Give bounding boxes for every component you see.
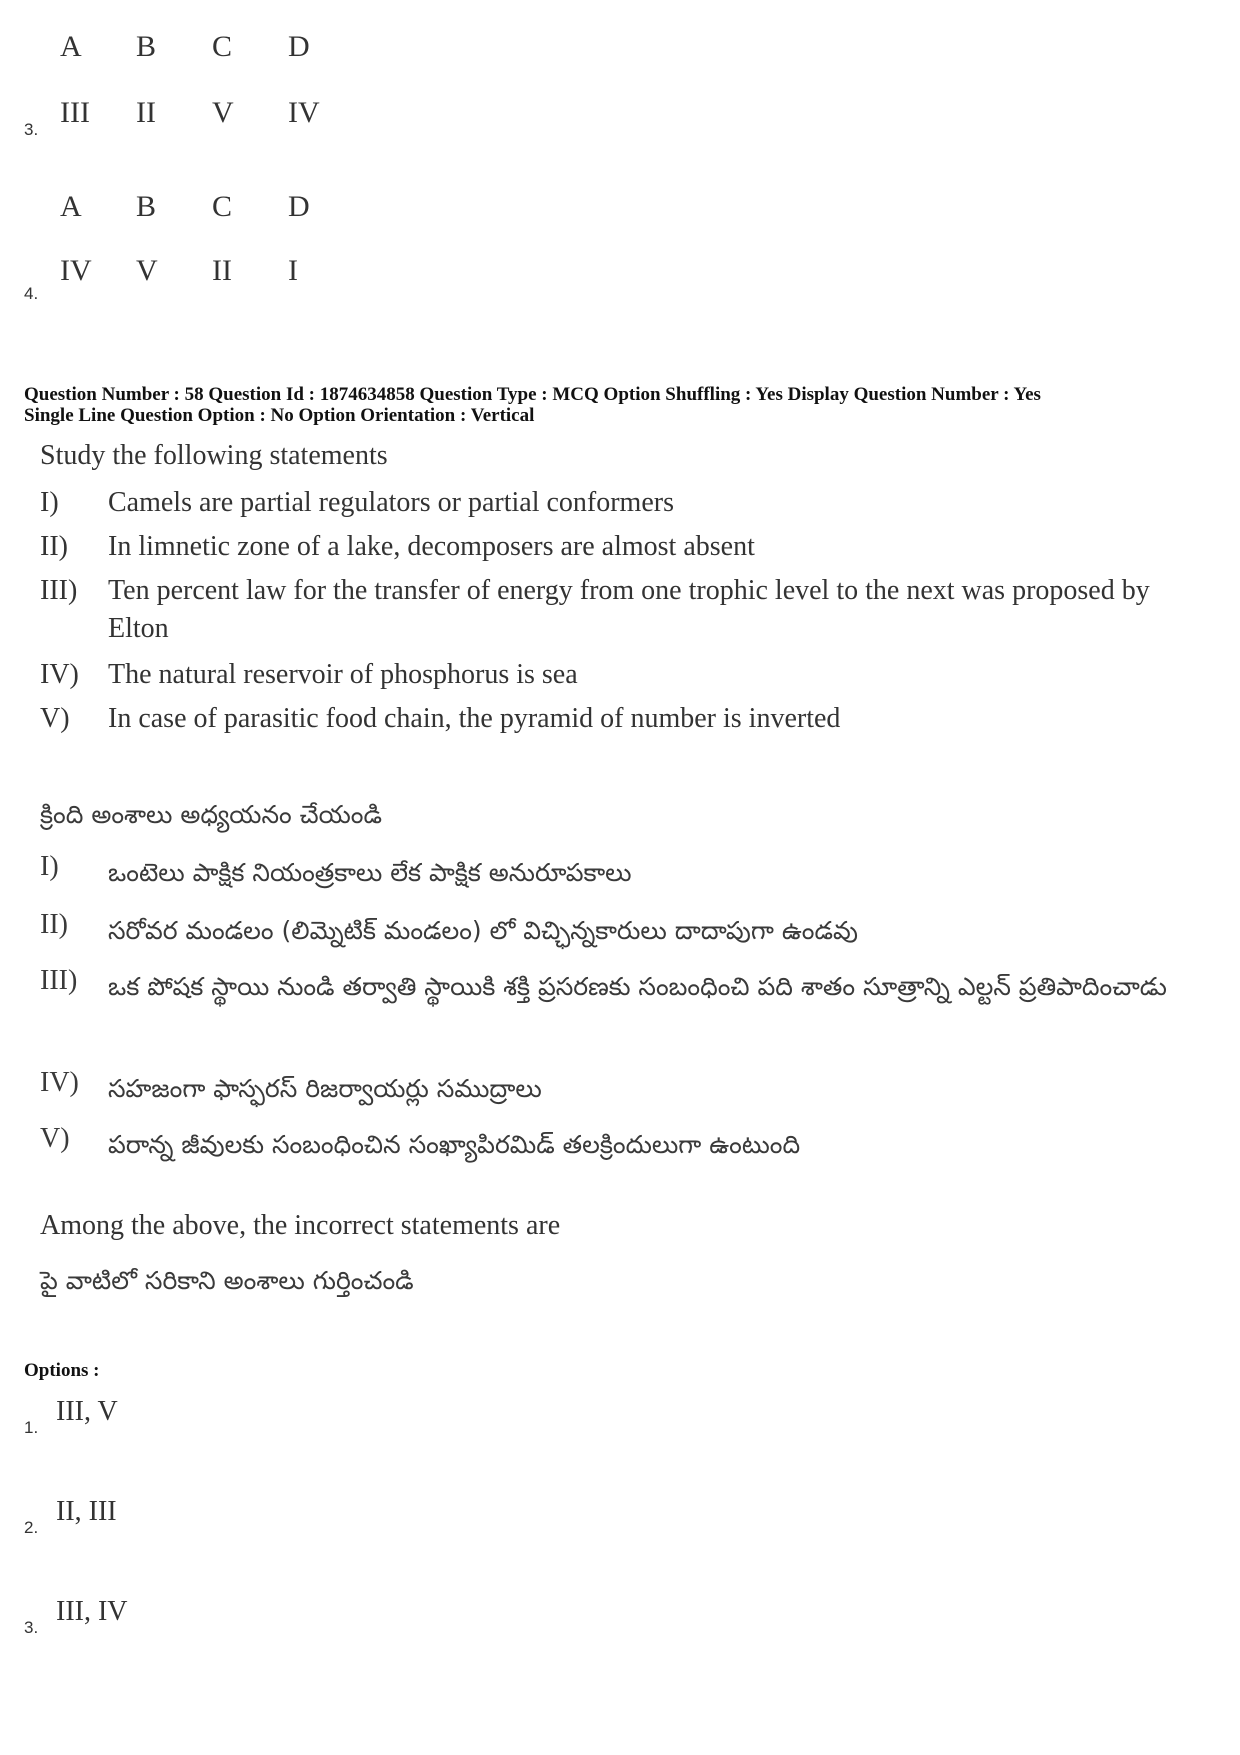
- statement-text: The natural reservoir of phosphorus is sea: [108, 659, 578, 690]
- statement-number: I): [40, 851, 59, 882]
- value-cell: IV: [288, 96, 320, 129]
- header-cell: D: [288, 190, 310, 223]
- statement-text: Ten percent law for the transfer of energy from one trophic level to the next was proposed by Elton: [108, 575, 1150, 644]
- question-meta-line-1: Question Number : 58 Question Id : 1874634858 Question Type : MCQ Option Shuffling : Yes Display Question Number : Yes: [24, 384, 1041, 405]
- statement-text: ఒంటెలు పాక్షిక నియంత్రకాలు లేక పాక్షిక అనురూపకాలు: [108, 858, 632, 887]
- option-2-text[interactable]: II, III: [56, 1496, 117, 1527]
- header-cell: C: [212, 190, 233, 223]
- statement-number: IV): [40, 1067, 79, 1098]
- header-cell: A: [60, 30, 82, 63]
- option-3-text[interactable]: III, IV: [56, 1596, 128, 1627]
- statement-number: I): [40, 487, 59, 518]
- header-cell: B: [136, 30, 157, 63]
- option-4-number: 4.: [24, 284, 39, 303]
- statement-number: V): [40, 1123, 70, 1154]
- closing-telugu: పై వాటిలో సరికాని అంశాలు గుర్తించండి: [40, 1266, 414, 1295]
- question-stem-telugu: క్రింది అంశాలు అధ్యయనం చేయండి: [40, 800, 382, 829]
- value-cell: III: [60, 96, 90, 129]
- option-2-number: 2.: [24, 1518, 39, 1537]
- statement-number: IV): [40, 659, 79, 690]
- value-cell: I: [288, 254, 298, 287]
- statement-text: Camels are partial regulators or partial conformers: [108, 487, 674, 518]
- statement-number: II): [40, 531, 68, 562]
- option-4-headers: [60, 190, 364, 224]
- option-4-values[interactable]: [60, 254, 364, 288]
- question-stem-english: Study the following statements: [40, 440, 388, 471]
- value-cell: II: [136, 96, 156, 129]
- statement-text: In limnetic zone of a lake, decomposers are almost absent: [108, 531, 755, 562]
- value-cell: IV: [60, 254, 92, 287]
- value-cell: V: [136, 254, 158, 287]
- option-3-number: 3.: [24, 120, 39, 139]
- statement-number: III): [40, 575, 78, 606]
- option-3-headers: [60, 30, 364, 64]
- statement-text: సహజంగా ఫాస్ఫరస్ రిజర్వాయర్లు సముద్రాలు: [108, 1074, 542, 1103]
- statement-text: In case of parasitic food chain, the pyramid of number is inverted: [108, 703, 841, 734]
- statement-text: పరాన్న జీవులకు సంబంధించిన సంఖ్యాపిరమిడ్ తలక్రిందులుగా ఉంటుంది: [108, 1130, 801, 1159]
- header-cell: D: [288, 30, 310, 63]
- closing-english: Among the above, the incorrect statements are: [40, 1210, 561, 1241]
- option-1-text[interactable]: III, V: [56, 1396, 118, 1427]
- option-3-values[interactable]: [60, 96, 364, 130]
- option-1-number: 1.: [24, 1418, 39, 1437]
- options-label: Options :: [24, 1360, 100, 1381]
- header-cell: C: [212, 30, 233, 63]
- statement-number: II): [40, 909, 68, 940]
- statement-number: V): [40, 703, 70, 734]
- statement-number: III): [40, 965, 78, 996]
- statement-text: ఒక పోషక స్థాయి నుండి తర్వాతి స్థాయికి శక్తి ప్రసరణకు సంబంధించి పది శాతం సూత్రాన్ని ఎల్టన్ ప్రతిపాదించాడు: [108, 972, 1167, 1001]
- value-cell: V: [212, 96, 234, 129]
- question-meta-line-2: Single Line Question Option : No Option Orientation : Vertical: [24, 405, 535, 426]
- option-3-bottom-number: 3.: [24, 1618, 39, 1637]
- header-cell: B: [136, 190, 157, 223]
- statement-text: సరోవర మండలం (లిమ్నెటిక్ మండలం) లో విచ్ఛిన్నకారులు దాదాపుగా ఉండవు: [108, 916, 858, 945]
- value-cell: II: [212, 254, 232, 287]
- header-cell: A: [60, 190, 82, 223]
